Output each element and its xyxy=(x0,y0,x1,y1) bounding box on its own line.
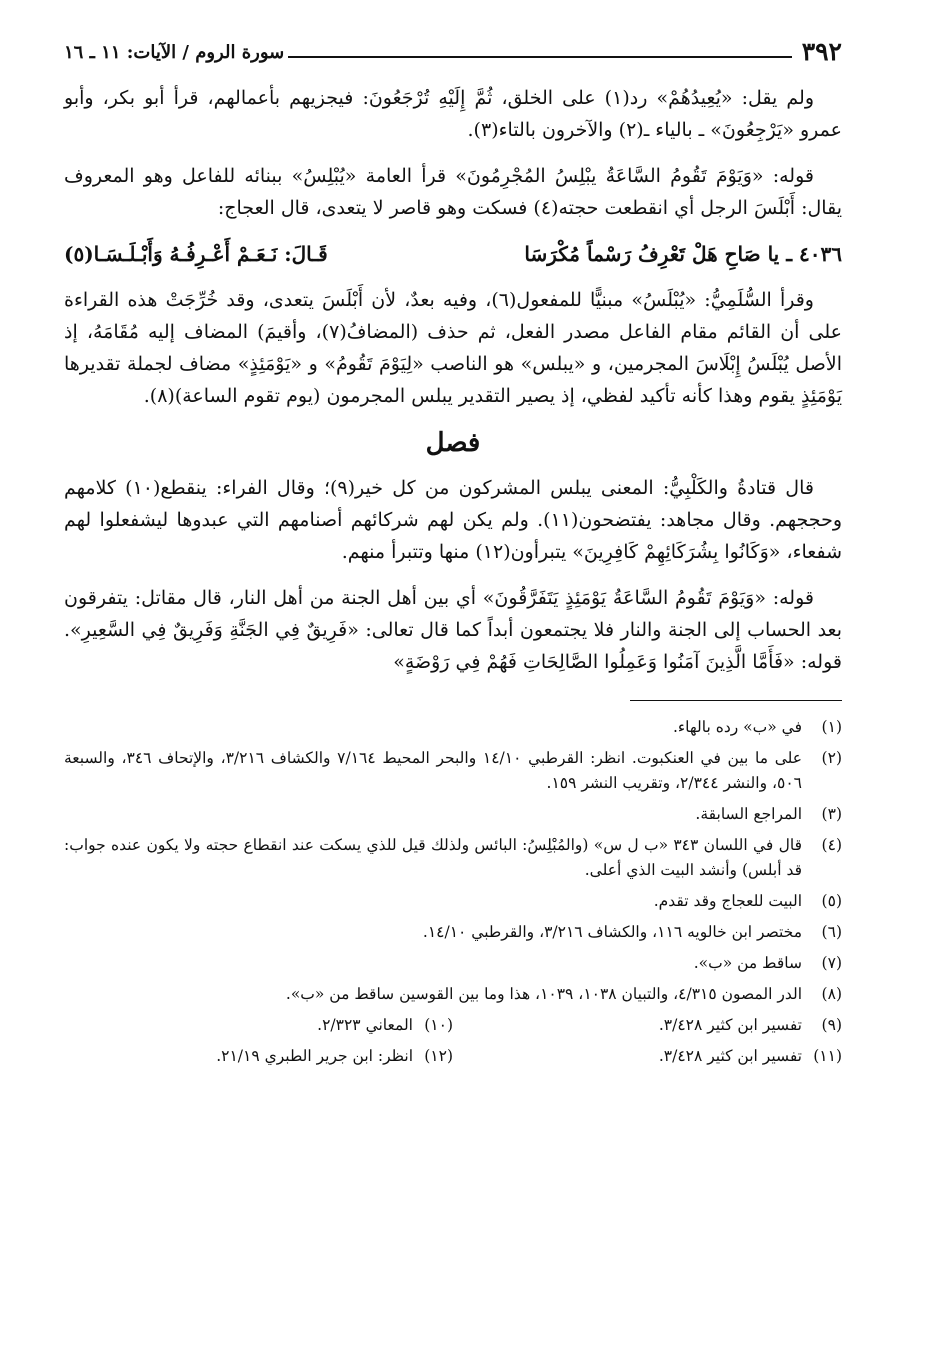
footnote-text: انظر: ابن جرير الطبري ٢١/١٩. xyxy=(216,1047,413,1065)
footnote xyxy=(453,1044,842,1069)
section-title: فصل xyxy=(425,428,481,458)
footnote-text: الدر المصون ٤/٣١٥، والتبيان ١٠٣٨، ١٠٣٩، هذا وما بين القوسين ساقط من «ب». xyxy=(285,985,802,1003)
footnote xyxy=(64,920,842,945)
footnote-number: (٢) xyxy=(821,749,842,767)
main-text xyxy=(64,82,842,678)
footnote xyxy=(64,833,842,883)
paragraph: قوله: «وَيَوْمَ تَقُومُ السَّاعَةُ يبْلِسُ المُجْرِمُونَ» قرأ العامة «يُبْلِسُ» ببنائه للفاعل وهو المعروف يقال: أَبْلَسَ الرجل أي انقطعت حجته(٤) فسكت وهو قاصر لا يتعدى، قال العجاج: xyxy=(64,165,842,219)
footnote-number: (٣) xyxy=(821,805,842,823)
footnote xyxy=(64,802,842,827)
poem-first-hemistich xyxy=(524,238,842,270)
footnote-text: قال في اللسان ٣٤٣ «ب ل س» (والمُبْلِسُ: البائس ولذلك قيل للذي يسكت عند انقطاع حجته ولا يكون عنده جواب: قد أبلس) وأنشد البيت الذي أعلى. xyxy=(64,836,802,879)
footnotes xyxy=(64,715,842,1069)
paragraph: قوله: «وَيَوْمَ تَقُومُ السَّاعَةُ يَوْمَئِذٍ يَتَفَرَّقُونَ» أي بين أهل الجنة من أهل النار، قال مقاتل: يتفرقون بعد الحساب إلى الجنة والنار فلا يجتمعون أبداً كما قال تعالى: «فَرِيقٌ فِي الجَنَّةِ وَفَرِيقٌ فِي السَّعِيرِ». قوله: «فَأَمَّا الَّذِينَ آمَنُوا وَعَمِلُوا الصَّالِحَاتِ فَهُمْ فِي رَوْضَةٍ» xyxy=(64,587,842,673)
footnote-number: (٩) xyxy=(821,1016,842,1034)
footnote xyxy=(64,889,842,914)
footnote-text: البيت للعجاج وقد تقدم. xyxy=(653,892,802,910)
footnote xyxy=(453,1013,842,1038)
hemistich-text: يا صَاحِ هَلْ تَعْرِفُ رَسْماً مُكْرَسَا xyxy=(524,242,780,266)
poem-verse xyxy=(64,238,842,270)
footnote-text: مختصر ابن خالويه ١١٦، والكشاف ٣/٢١٦، والقرطبي ١٤/١٠. xyxy=(422,923,802,941)
footnote-number: (٦) xyxy=(821,923,842,941)
footnote-number: (٧) xyxy=(821,954,842,972)
footnote xyxy=(64,746,842,796)
book-page xyxy=(64,30,842,1075)
footnote-text: في «ب» رده بالهاء. xyxy=(672,718,802,736)
header-rule xyxy=(288,56,791,58)
footnote-number: (١٠) xyxy=(424,1016,453,1034)
footnote-number: (٤) xyxy=(821,836,842,854)
paragraph: قال قتادةُ والكَلْبِيُّ: المعنى يبلس المشركون من كل خير(٩)؛ وقال الفراء: ينقطع(١٠) كلامهم وحججهم. وقال مجاهد: يفتضحون(١١). ولم يكن لهم شركائهم أصنامهم التي عبدوها ليشفعلوا لهم شفعاء، «وَكَانُوا بِشُرَكَائِهِمْ كَافِرِينَ» يتبرأون(١٢) منها وتتبرأ منهم. xyxy=(64,477,842,563)
footnote-text: تفسير ابن كثير ٣/٤٢٨. xyxy=(658,1016,802,1034)
footnote xyxy=(64,951,842,976)
paragraph: وقرأ السُّلَمِيُّ: «يُبْلَسُ» مبنيًّا للمفعول(٦)، وفيه بعدٌ، لأن أَبْلَسَ يتعدى، وقد خُرِّجَتْ هذه القراءة على أن القائم مقام الفاعل مصدر الفعل، ثم حذف (المضافُ(٧)، وأقيمَ) المضاف إليه مُقَامَهُ، إذ الأصل يُبْلَسُ إِبْلَاسَ المجرمين، و «يبلس» هو الناصب «لِيَوْمَ تَقُومُ» و «يَوْمَئِذٍ» مضاف لجملة تقديرها يَوْمَئِذٍ يقوم وهذا كأنه تأكيد لفظي، إذ يصير التقدير يبلس المجرمون (يوم تقوم الساعة)(٨). xyxy=(64,289,843,407)
footnote-text: على ما بين في العنكبوت. انظر: القرطبي ١٤/١٠ والبحر المحيط ٧/١٦٤ والكشاف ٣/٢١٦، والإتحاف ٣٤٦، والسبعة ٥٠٦، والنشر ٢/٣٤٤، وتقريب النشر ١٥٩. xyxy=(64,749,802,792)
footnote-number: (٥) xyxy=(821,892,842,910)
footnote-text: تفسير ابن كثير ٣/٤٢٨. xyxy=(658,1047,802,1065)
footnote xyxy=(64,715,842,740)
footnote-text: ساقط من «ب». xyxy=(693,954,802,972)
footnote xyxy=(64,982,842,1007)
paragraph: ولم يقل: «يُعِيدُهُمْ» رد(١) على الخلق، ثُمَّ إِلَيْهِ تُرْجَعُونَ: فيجزيهم بأعمالهم، قرأ أبو بكر، وأبو عمرو «يَرْجِعُونَ» ـ بالياء ـ(٢) والآخرون بالتاء(٣). xyxy=(64,87,842,141)
footnote-number: (١) xyxy=(821,718,842,736)
footnote-pair xyxy=(64,1044,842,1069)
footnote xyxy=(64,1013,453,1038)
footnote-number: (١٢) xyxy=(424,1047,453,1065)
running-title: سورة الروم / الآيات: ١١ ـ ١٦ xyxy=(64,42,285,63)
footnote-number: (٨) xyxy=(821,985,842,1003)
page-header xyxy=(64,30,842,64)
poem-second-hemistich: قَـالَ: نَـعَـمْ أَعْـرِفُـهُ وَأَبْـلَـسَـا(٥) xyxy=(64,242,328,266)
footnote-number: (١١) xyxy=(813,1047,842,1065)
page-number: ٣٩٢ xyxy=(801,37,842,66)
footnote-separator xyxy=(630,700,842,701)
verse-number: ٤٠٣٦ ـ xyxy=(786,242,842,266)
footnote-text: المراجع السابقة. xyxy=(695,805,802,823)
footnote xyxy=(64,1044,453,1069)
footnote-pair xyxy=(64,1013,842,1038)
footnote-text: المعاني ٢/٣٢٣. xyxy=(317,1016,413,1034)
